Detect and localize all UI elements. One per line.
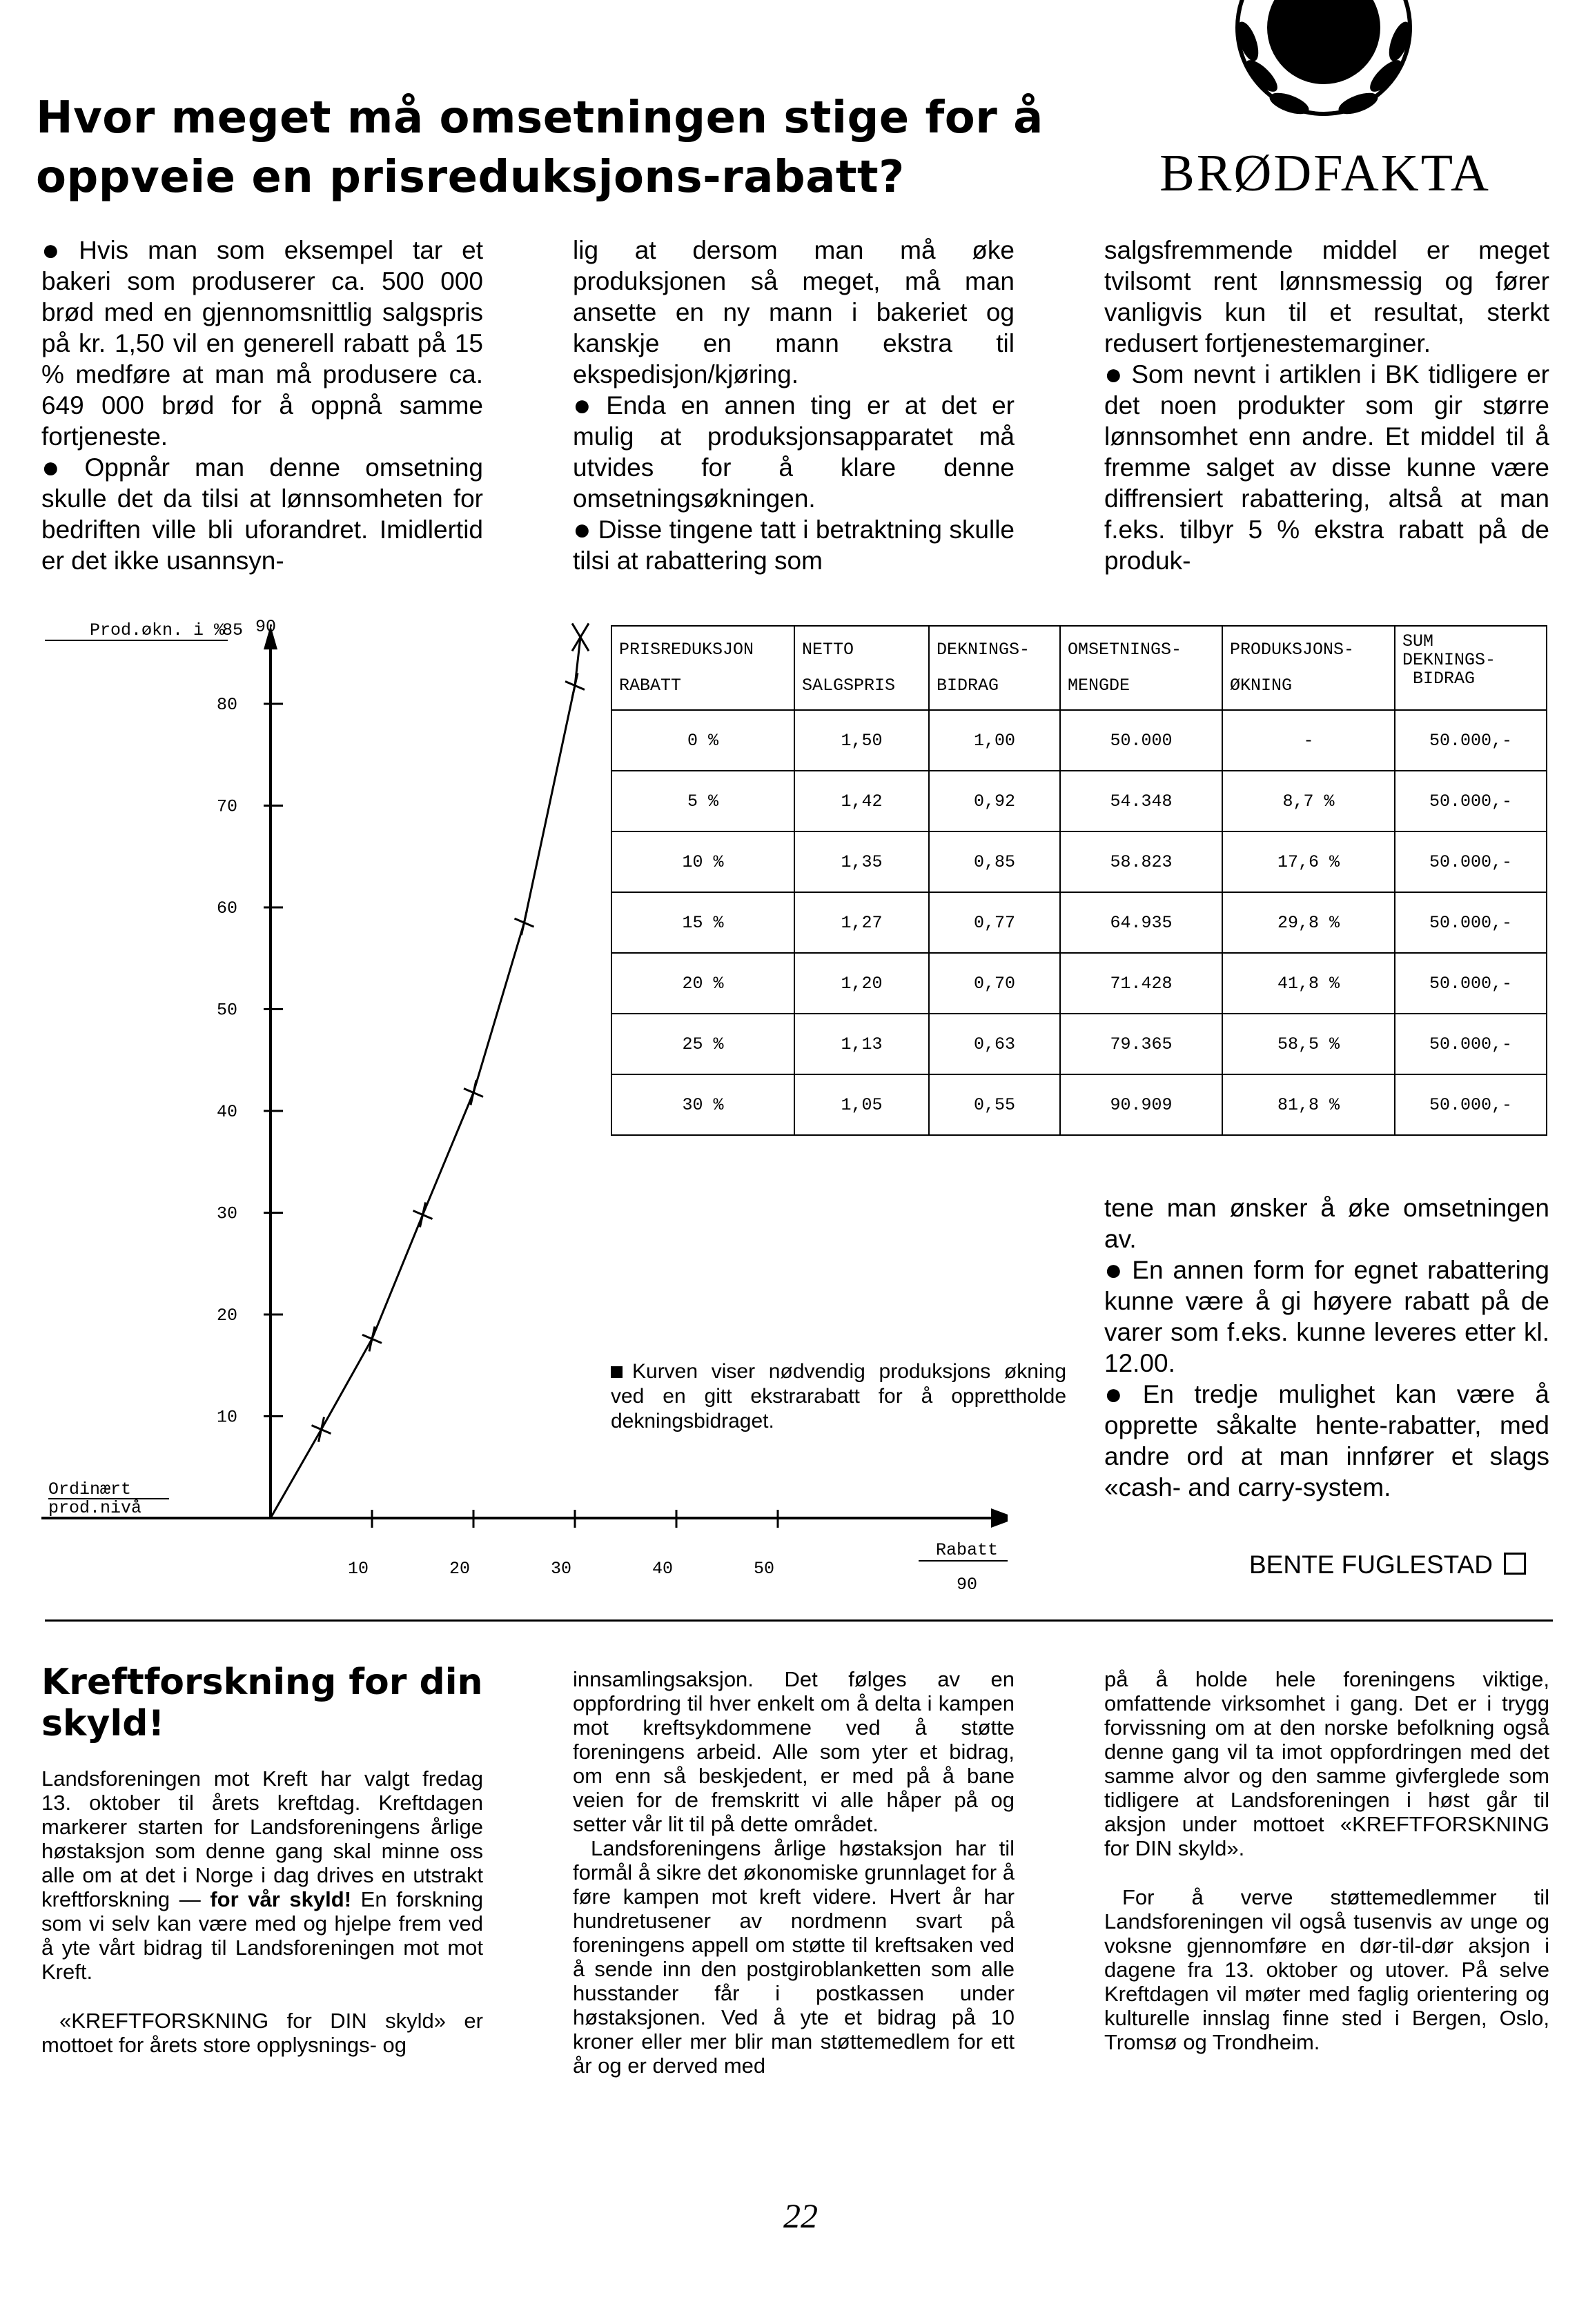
author-byline: BENTE FUGLESTAD (1249, 1550, 1526, 1579)
bullet-icon: ● (573, 513, 591, 546)
article2-column-1 (41, 1766, 483, 2057)
paragraph: ● En tredje mulighet kan være å opprette såkalte hente-rabatter, med andre ord at man innfører et slags «cash- and carry-system. (1104, 1377, 1550, 1501)
square-bullet-icon (611, 1366, 623, 1378)
y-tick-label: 80 (216, 695, 237, 715)
table-cell: 79.365 (1060, 1014, 1222, 1074)
paragraph: lig at dersom man må øke produksjonen så meget, må man ansette en ny mann i bakeriet og kanskje en mann ekstra til ekspedisjon/kjøring. (573, 236, 1015, 388)
bullet-icon: ● (573, 388, 600, 422)
paragraph: «KREFTFORSKNING for DIN skyld» er mottoet for årets store opplysnings- og (41, 2009, 483, 2057)
paragraph: ● Hvis man som eksempel tar et bakeri som produserer ca. 500 000 brød med en gjennomsnittlig salgspris på kr. 1,50 vil en generell rabatt på 15 % medføre at man må produsere ca. 649 000 brød for å oppnå samme fortjeneste. (41, 233, 483, 451)
table-cell: 50.000 (1060, 710, 1222, 771)
table-cell: 50.000,- (1395, 892, 1547, 953)
bullet-icon: ● (41, 451, 78, 484)
table-row (611, 831, 1547, 892)
table-cell: 0,55 (929, 1074, 1060, 1135)
paragraph: For å verve støttemedlemmer til Landsforeningen vil også tusenvis av unge og voksne gjennomføre en dør-til-dør aksjon i dagene fra 13. oktober og utover. På selve Kreftdagen vil møter med faglig orientering og kulturelle innslag finne sted i Bergen, Oslo, Tromsø og Trondheim. (1104, 1885, 1549, 2054)
table-cell: 10 % (611, 831, 794, 892)
table-cell: 0,70 (929, 953, 1060, 1014)
x-tick-label: 10 (347, 1559, 369, 1579)
table-cell: 50.000,- (1395, 710, 1547, 771)
table-cell: 1,35 (794, 831, 929, 892)
table-cell: 0,77 (929, 892, 1060, 953)
y-tick-label: 70 (216, 796, 237, 817)
y-tick-label: 60 (216, 898, 237, 918)
table-cell: 50.000,- (1395, 1014, 1547, 1074)
y-tick-label-85: 85 (222, 620, 244, 640)
article2-title: Kreftforskning for din skyld! (41, 1662, 483, 1744)
paragraph: tene man ønsker å øke omsetningen av. (1104, 1194, 1549, 1253)
table-cell: 0,85 (929, 831, 1060, 892)
x-tick-label: 40 (652, 1559, 674, 1579)
page-number: 22 (783, 2196, 818, 2235)
y-axis-label: Prod.økn. i % (90, 620, 225, 640)
paragraph: på å holde hele foreningens viktige, omfattende virksomhet i gang. Det er i trygg forvissning om at den norske befolkning også denne gang vil ta imot oppfordringen med det samme alvor og den samme givferglede som tidligere at Landsforeningen i høst går til aksjon under mottoet «KREFTFORSKNING for DIN skyld». (1104, 1667, 1549, 1860)
y-top-label: 90 (255, 617, 277, 637)
table-row (611, 771, 1547, 831)
y-tick-label: 50 (216, 1000, 237, 1021)
table-header-cell: SUM DEKNINGS-BIDRAG (1395, 626, 1547, 710)
table-cell: 64.935 (1060, 892, 1222, 953)
bullet-icon: ● (1104, 357, 1125, 391)
table-header-cell: PRODUKSJONS- ØKNING (1222, 626, 1395, 710)
x-axis-label: Rabatt (935, 1540, 999, 1560)
y-tick-label: 10 (216, 1407, 237, 1428)
table-row (611, 953, 1547, 1014)
table-cell: 5 % (611, 771, 794, 831)
table-cell: 1,20 (794, 953, 929, 1014)
table-cell: 58,5 % (1222, 1014, 1395, 1074)
bullet-icon: ● (1104, 1377, 1136, 1411)
paragraph: ● Som nevnt i artiklen i BK tidligere er det noen produkter som gir større lønnsomhet enn andre. Et middel til å fremme salget av disse kunne være diffrensiert rabattering, altså at man f.eks. tilbyr 5 % ekstra rabatt på de produk- (1104, 357, 1550, 575)
table-cell: 1,05 (794, 1074, 929, 1135)
table-header-cell: DEKNINGS- BIDRAG (929, 626, 1060, 710)
table-header-cell: PRISREDUKSJON RABATT (611, 626, 794, 710)
y-tick-label: 30 (216, 1203, 237, 1224)
paragraph: ● En annen form for egnet rabattering kunne være å gi høyere rabatt på de varer som f.eks. kunne leveres etter kl. 12.00. (1104, 1253, 1549, 1377)
bullet-icon: ● (41, 233, 72, 267)
x-end-label: 90 (956, 1575, 978, 1595)
series-line (271, 637, 580, 1518)
x-tick-label: 20 (449, 1559, 471, 1579)
paragraph: Landsforeningens årlige høstaksjon har til formål å sikre det økonomiske grunnlaget for å føre kampen mot kreft videre. Hvert år har hundretusener av nordmenn svart på foreningens appell om støtte til kreftsaken ved å sende inn den postgiroblanketten som alle husstander får i postkassen under høstaksjonen. Ved å yte et bidrag på 10 kroner eller mer blir man støttemedlem for ett år og er derved med (573, 1836, 1015, 2078)
section-divider (45, 1619, 1553, 1622)
table-cell: 1,00 (929, 710, 1060, 771)
table-cell: 20 % (611, 953, 794, 1014)
article-column-2 (573, 235, 1015, 576)
table-cell: 17,6 % (1222, 831, 1395, 892)
article2-column-3 (1104, 1667, 1549, 2054)
table-cell: 50.000,- (1395, 1074, 1547, 1135)
paragraph: salgsfremmende middel er meget tvilsomt rent lønnsmessig og fører vanligvis kun til et resultat, sterkt redusert fortjenestemarginer. (1104, 236, 1549, 357)
table-row (611, 1074, 1547, 1135)
data-point-marker (362, 1326, 382, 1351)
paragraph: ● Oppnår man denne omsetning skulle det da tilsi at lønnsomheten for bedriften ville bli uforandret. Imidlertid er det ikke usannsyn- (41, 451, 484, 575)
table-header-row (611, 626, 1547, 710)
table-cell: 50.000,- (1395, 771, 1547, 831)
table-cell: 29,8 % (1222, 892, 1395, 953)
table-cell: 58.823 (1060, 831, 1222, 892)
table-body (611, 710, 1547, 1135)
data-point-marker (312, 1417, 331, 1442)
article-column-1 (41, 235, 483, 576)
discount-table (611, 625, 1547, 1136)
paragraph: Landsforeningen mot Kreft har valgt fredag 13. oktober til årets kreftdag. Kreftdagen markerer starten for Landsforeningens årlige høstaksjon som denne gang skal minne oss alle om at det i Norge i dag drives en utstrakt kreftforskning — for vår skyld! En forskning som vi selv kan være med og hjelpe frem ved å yte vårt bidrag til Landsforeningen mot mot Kreft. (41, 1766, 483, 1984)
origin-label: Ordinært (48, 1479, 132, 1499)
table-cell: 81,8 % (1222, 1074, 1395, 1135)
table-cell: 71.428 (1060, 953, 1222, 1014)
table-cell: 50.000,- (1395, 831, 1547, 892)
article-column-3 (1104, 235, 1549, 576)
table-cell: 8,7 % (1222, 771, 1395, 831)
data-point-marker (515, 910, 534, 935)
table-cell: 0 % (611, 710, 794, 771)
table-cell: 1,13 (794, 1014, 929, 1074)
table-cell: 54.348 (1060, 771, 1222, 831)
table-cell: 90.909 (1060, 1074, 1222, 1135)
data-point-marker (413, 1202, 433, 1227)
table-cell: 1,27 (794, 892, 929, 953)
table-cell: 30 % (611, 1074, 794, 1135)
x-axis-arrow-icon (991, 1508, 1008, 1528)
table-row (611, 1014, 1547, 1074)
table-cell: 41,8 % (1222, 953, 1395, 1014)
data-point-marker (464, 1080, 483, 1105)
bullet-icon: ● (1104, 1253, 1126, 1287)
end-mark-icon (1504, 1553, 1526, 1575)
table-header-cell: NETTO SALGSPRIS (794, 626, 929, 710)
table-row (611, 892, 1547, 953)
table-cell: 25 % (611, 1014, 794, 1074)
table-cell: 15 % (611, 892, 794, 953)
x-tick-label: 50 (753, 1559, 775, 1579)
table-cell: 0,63 (929, 1014, 1060, 1074)
brand-title: BRØDFAKTA (1159, 144, 1491, 202)
table-cell: 0,92 (929, 771, 1060, 831)
wreath-emblem-icon (1220, 0, 1427, 138)
paragraph: ● Enda en annen ting er at det er mulig at produksjonsapparatet må utvides for å klare denne omsetningsøkningen. (573, 388, 1015, 513)
y-tick-label: 20 (216, 1306, 237, 1326)
paragraph: ● Disse tingene tatt i betraktning skulle tilsi at rabattering som (573, 513, 1015, 575)
article-title: Hvor meget må omsetningen stige for å oppveie en prisreduksjons-rabatt? (36, 92, 1044, 203)
table-row (611, 710, 1547, 771)
article2-column-2 (573, 1667, 1015, 2078)
y-tick-label: 40 (216, 1102, 237, 1122)
chart-caption: Kurven viser nødvendig produksjons økning ved en gitt ekstrarabatt for å opprettholde dekningsbidraget. (611, 1360, 1066, 1432)
paragraph: innsamlingsaksjon. Det følges av en oppfordring til hver enkelt om å delta i kampen mot kreftsykdommene ved å støtte foreningens arbeid. Alle som yter et bidrag, om enn så beskjedent, er med på å bane veien for de fremskritt vi alle håper på og setter vår lit til på dette området. (573, 1667, 1015, 1836)
table-cell: 1,42 (794, 771, 929, 831)
x-tick-label: 30 (550, 1559, 572, 1579)
origin-label: prod.nivå (48, 1498, 142, 1518)
series-end-marker (572, 623, 589, 651)
table-cell: 50.000,- (1395, 953, 1547, 1014)
table-header-cell: OMSETNINGS- MENGDE (1060, 626, 1222, 710)
article-column-4 (1104, 1192, 1549, 1503)
table-cell: - (1222, 710, 1395, 771)
table-cell: 1,50 (794, 710, 929, 771)
